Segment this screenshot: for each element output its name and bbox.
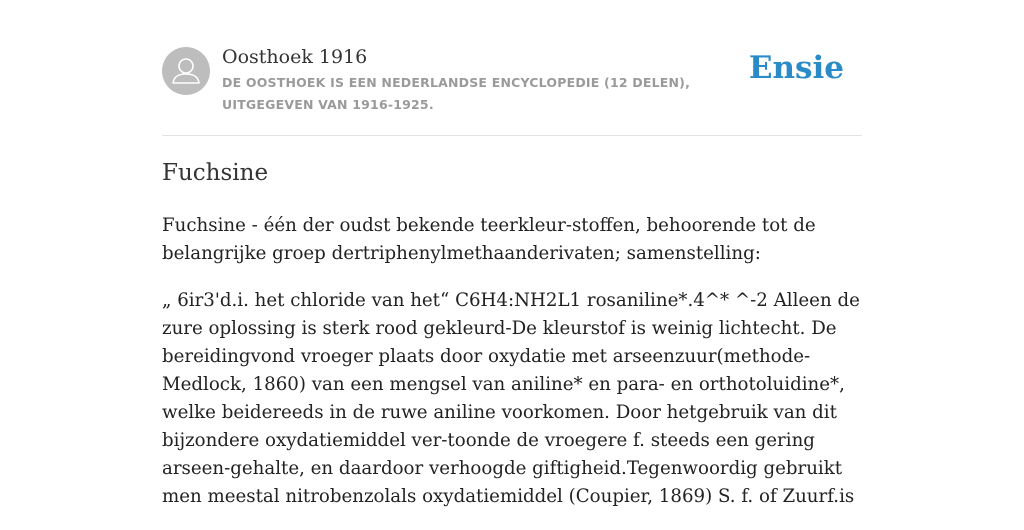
article-paragraph: „ 6ir3'd.i. het chloride van het“ C6H4:NH2L1 rosaniline*.4^* ^-2 Alleen de zure oplossing is sterk rood gekleurd-De kleurstof is weinig lichtecht. De bereidingvond vroeger plaats door oxydatie met arseenzuur(methode-Medlock, 1860) van een mengsel van aniline* en para- en orthotoluidine*, welke beidereeds in de ruwe aniline voorkomen. Door hetgebruik van dit bijzondere oxydatiemiddel ver-toonde de vroegere f. steeds een gering arseen-gehalte, en daardoor verhoogde giftigheid.Tegenwoordig gebruikt men meestal nitrobenzolals oxydatiemiddel (Coupier, 1869) S. f. of Zuurf.is [162,290,860,507]
source-avatar[interactable] [162,47,210,95]
source-description: DE OOSTHOEK IS EEN NEDERLANDSE ENCYCLOPEDIE (12 DELEN), UITGEGEVEN VAN 1916-1925. [222,75,691,112]
user-silhouette-icon [162,47,210,95]
source-title[interactable]: Oosthoek 1916 [222,46,368,68]
article-paragraph: Fuchsine - één der oudst bekende teerkleur-stoffen, behoorende tot de belangrijke groep dertriphenylmethaanderivaten; samenstelling: [162,215,816,264]
page-content [162,0,862,507]
source-header [162,0,862,136]
ensie-logo-link[interactable]: Ensie [748,50,844,86]
article-body [162,212,862,530]
article-title: Fuchsine [162,160,269,186]
